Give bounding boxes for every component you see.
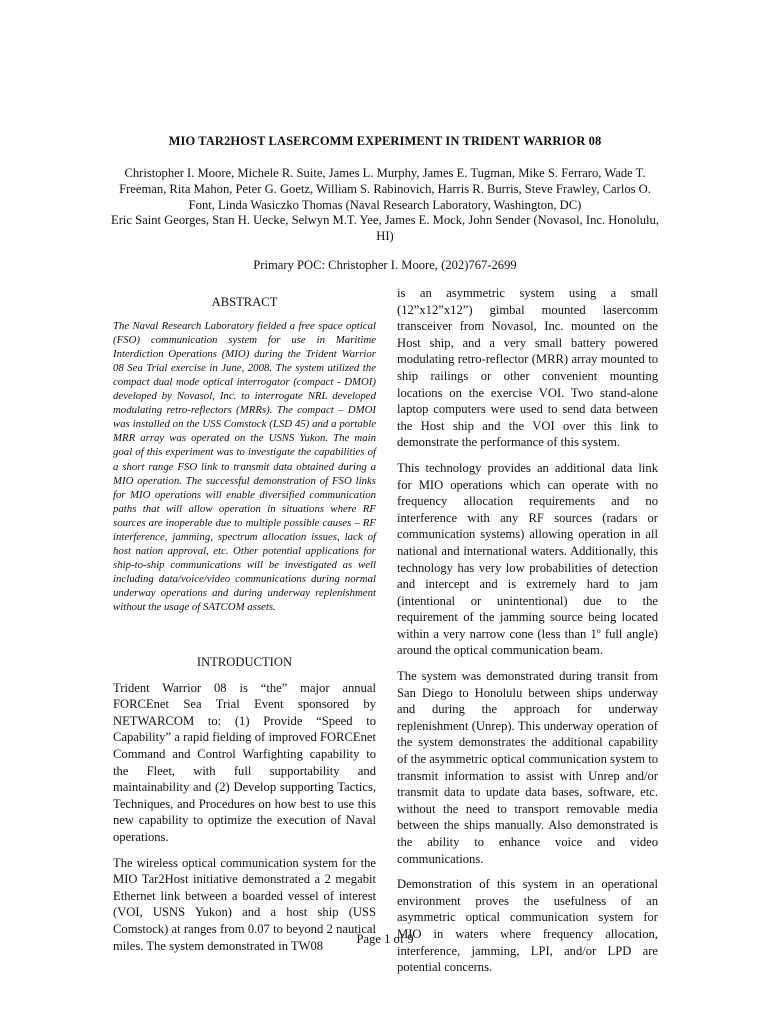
author-block: [110, 166, 660, 245]
page-number: Page 1 of 9: [356, 932, 414, 946]
introduction-paragraph: The wireless optical communication system for the MIO Tar2Host initiative demonstrated a 2 megabit Ethernet link between a boarded vessel of interest (VOI, USNS Yukon) and a host ship (USS Comstock) at ranges from 0.07 to beyond 2 nautical miles. The system demonstrated in TW08: [113, 855, 376, 953]
paper-title: MIO TAR2HOST LASERCOMM EXPERIMENT IN TRIDENT WARRIOR 08: [168, 134, 602, 148]
body-paragraph: This technology provides an additional data link for MIO operations which can operate with no frequency allocation requirements and no interference with any RF sources (radars or communication systems) allowing operation in all national and international waters. Additionally, this technology has very low probabilities of detection and intercept and is extremely hard to jam (intentional or unintentional) due to the requirement of the jamming source being located within a very narrow cone (less than 1º full angle) around the optical communication beam.: [397, 460, 658, 658]
author-group-novasol: Eric Saint Georges, Stan H. Uecke, Selwyn M.T. Yee, James E. Mock, John Sender (Novasol, Inc. Honolulu, HI): [111, 213, 659, 244]
primary-poc: Primary POC: Christopher I. Moore, (202)767-2699: [253, 258, 517, 272]
introduction-section: [113, 654, 376, 963]
introduction-paragraph: Trident Warrior 08 is “the” major annual FORCEnet Sea Trial Event sponsored by NETWARCOM to: (1) Provide “Speed to Capability” a rapid fielding of improved FORCEnet Command and Control Warfighting capability to the Fleet, with full supportability and maintainability and (2) Develop supporting Tactics, Techniques, and Procedures on how best to use this new capability to optimize the execution of Naval operations.: [113, 680, 376, 844]
abstract-section: [113, 294, 376, 615]
body-paragraph: Demonstration of this system in an operational environment proves the usefulness of an asymmetric optical communication system for MIO in waters where frequency allocation, interference, jamming, LPI, and/or LPD are potential concerns.: [397, 877, 658, 975]
abstract-heading: ABSTRACT: [211, 295, 278, 309]
abstract-text: The Naval Research Laboratory fielded a free space optical (FSO) communication system for use in Maritime Interdiction Operations (MIO) during the Trident Warrior 08 Sea Trial exercise in June, 2008. The system utilized the compact dual mode optical interrogator (compact - DMOI) developed by Novasol, Inc. to interrogate NRL developed modulating retro-reflectors (MRRs). The compact – DMOI was installed on the USS Comstock (LSD 45) and a portable MRR array was operated on the USNS Yukon. The main goal of this experiment was to investigate the capabilities of a short range FSO link to transmit data obtained during a MIO operation. The successful demonstration of FSO links for MIO operations will enable diversified communication paths that will allow operation in situations where RF sources are inoperable due to multiple possible causes – RF interference, jamming, spectrum allocation issues, lack of host nation approval, etc. Other potential applications for ship-to-ship communications will be investigated as well including data/voice/video communications during normal underway operations and during underway replenishment without the usage of SATCOM assets.: [113, 319, 376, 614]
introduction-heading: INTRODUCTION: [196, 655, 293, 669]
author-group-nrl: Christopher I. Moore, Michele R. Suite, James L. Murphy, James E. Tugman, Mike S. Ferraro, Wade T. Freeman, Rita Mahon, Peter G. Goetz, William S. Rabinovich, Harris R. Burris, Steve Frawley, Carlos O. Font, Linda Wasiczko Thomas (Naval Research Laboratory, Washington, DC): [119, 166, 651, 212]
body-paragraph: is an asymmetric system using a small (12”x12”x12”) gimbal mounted lasercomm transceiver from Novasol, Inc. mounted on the Host ship, and a very small battery powered modulating retro-reflector (MRR) array mounted to ship railings or other convenient mounting locations on the exercise VOI. Two stand-alone laptop computers were used to send data between the Host ship and the VOI over this link to demonstrate the performance of this system.: [397, 286, 658, 450]
right-column: [397, 285, 658, 985]
body-paragraph: The system was demonstrated during transit from San Diego to Honolulu between ships underway and during the approach for underway replenishment (Unrep). This underway operation of the system demonstrates the additional capability of the asymmetric optical communication system to transmit information to assist with Unrep and/or transmit data to update data bases, software, etc. without the need to transport removable media between the ships manually. Also demonstrated is the ability to enhance voice and video communications.: [397, 669, 658, 866]
